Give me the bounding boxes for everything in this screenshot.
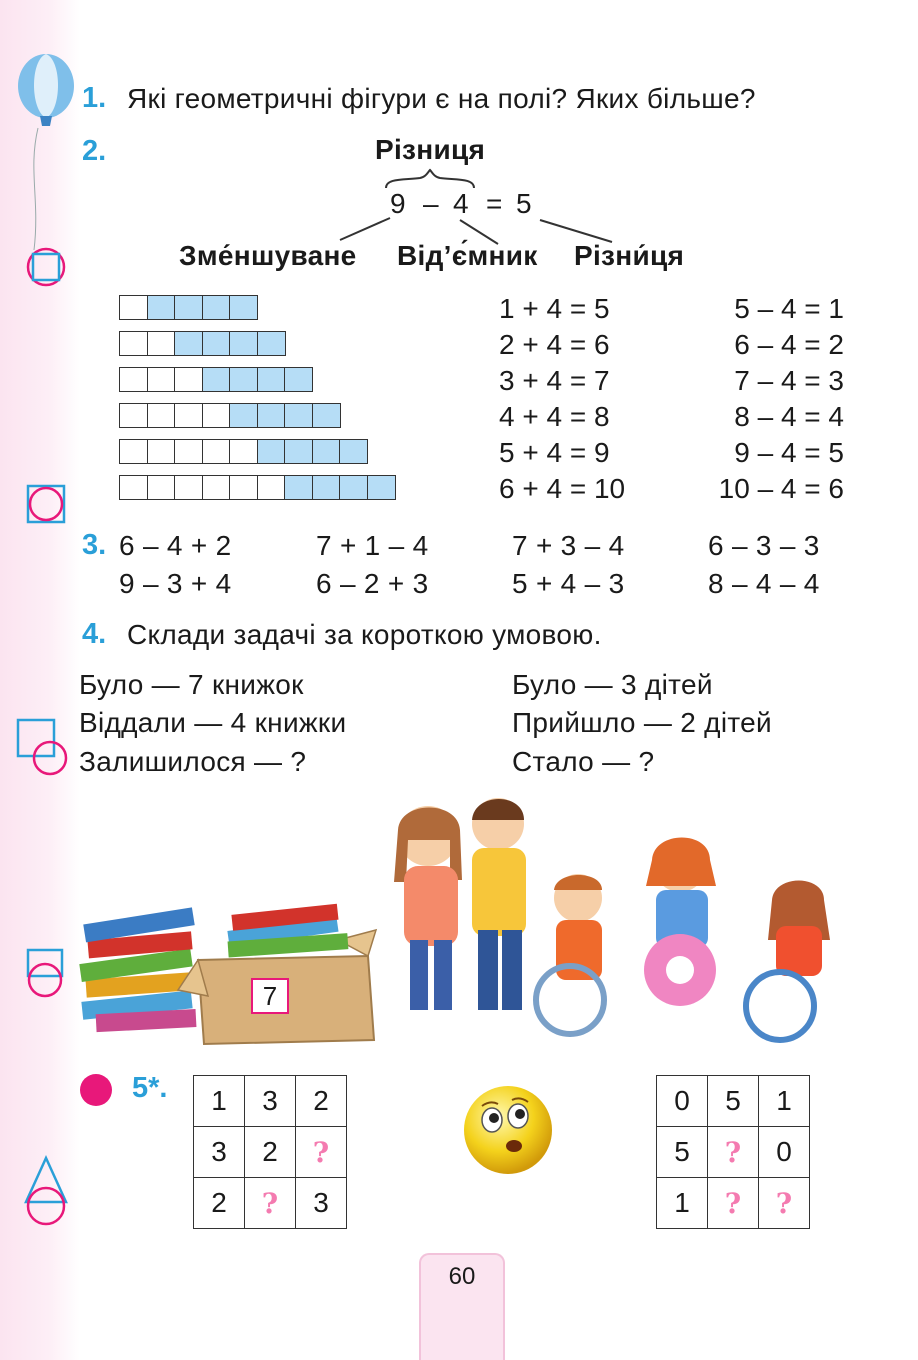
addition-equation: 5 + 4 = 9	[499, 437, 610, 468]
blue-square	[284, 475, 313, 500]
grid-cell: 5	[708, 1076, 759, 1127]
blue-square	[312, 439, 341, 464]
blue-square	[367, 475, 396, 500]
white-square	[147, 403, 176, 428]
difference-title: Різниця	[375, 134, 486, 165]
task-3-expr: 6 – 2 + 3	[316, 568, 429, 599]
white-square	[229, 439, 258, 464]
grid-cell: 1	[657, 1178, 708, 1229]
blue-square	[174, 331, 203, 356]
blue-square	[339, 475, 368, 500]
blue-square	[257, 439, 286, 464]
task-3-number: 3.	[82, 529, 107, 561]
task-3-expr: 7 + 1 – 4	[316, 530, 429, 561]
task-3-expr: 9 – 3 + 4	[119, 568, 232, 599]
condition-line: Стало — ?	[512, 746, 655, 777]
square-in-circle-icon	[22, 246, 72, 290]
grid-cell: 3	[194, 1127, 245, 1178]
addition-equation: 3 + 4 = 7	[499, 365, 610, 396]
magic-square-left	[193, 1075, 347, 1229]
children-illustration	[380, 790, 850, 1050]
grid-cell-question[interactable]: ?	[296, 1127, 347, 1178]
task-2-number: 2.	[82, 135, 107, 167]
magic-square-right	[656, 1075, 810, 1229]
blue-square	[229, 295, 258, 320]
books-box-illustration	[78, 900, 378, 1050]
white-square	[119, 295, 148, 320]
label-subtrahend: Від’є́мник	[397, 240, 538, 271]
white-square	[119, 403, 148, 428]
example-minuend: 9	[390, 188, 406, 219]
example-minus: –	[423, 188, 439, 219]
task-4-text: Склади задачі за короткою умовою.	[127, 619, 602, 650]
grid-cell: 3	[245, 1076, 296, 1127]
task-4-number: 4.	[82, 618, 107, 650]
white-square	[229, 475, 258, 500]
blue-square	[339, 439, 368, 464]
grid-cell: 1	[759, 1076, 810, 1127]
grid-cell: 5	[657, 1127, 708, 1178]
grid-cell: 2	[245, 1127, 296, 1178]
blue-square	[257, 367, 286, 392]
grid-cell-question[interactable]: ?	[245, 1178, 296, 1229]
white-square	[119, 367, 148, 392]
task-3-expr: 5 + 4 – 3	[512, 568, 625, 599]
square-row	[119, 367, 313, 392]
grid-cell: 0	[657, 1076, 708, 1127]
grid-cell: 1	[194, 1076, 245, 1127]
white-square	[202, 475, 231, 500]
blue-square	[312, 475, 341, 500]
white-square	[257, 475, 286, 500]
white-square	[174, 439, 203, 464]
task-3-expr: 7 + 3 – 4	[512, 530, 625, 561]
task-1-number: 1.	[82, 82, 107, 114]
blue-square	[257, 331, 286, 356]
white-square	[202, 439, 231, 464]
grid-cell: 0	[759, 1127, 810, 1178]
condition-line: Віддали — 4 книжки	[79, 707, 347, 738]
circle-in-square-icon	[22, 482, 72, 526]
page-number-text: 60	[448, 1263, 476, 1290]
label-difference: Різни́ця	[574, 240, 685, 271]
task-3-expr: 6 – 3 – 3	[708, 530, 820, 561]
white-square	[119, 439, 148, 464]
blue-square	[284, 403, 313, 428]
example-equals: =	[486, 188, 503, 219]
triangle-and-circle-icon	[20, 1154, 72, 1228]
thinking-emoji-icon	[456, 1084, 560, 1174]
brace-icon	[380, 168, 480, 190]
blue-square	[229, 331, 258, 356]
square-and-circle-icon	[14, 716, 78, 780]
example-subtrahend: 4	[453, 188, 469, 219]
blue-square	[312, 403, 341, 428]
blue-square	[284, 367, 313, 392]
example-difference: 5	[516, 188, 532, 219]
addition-equation: 1 + 4 = 5	[499, 293, 610, 324]
square-row	[119, 403, 341, 428]
subtraction-equation: 7 – 4 = 3	[734, 365, 844, 396]
blue-square	[202, 331, 231, 356]
condition-line: Було — 3 дітей	[512, 669, 713, 700]
square-row	[119, 295, 258, 320]
blue-square	[229, 403, 258, 428]
task-1-text: Які геометричні фігури є на полі? Яких більше?	[127, 83, 756, 114]
task-3-expr: 6 – 4 + 2	[119, 530, 232, 561]
subtraction-equation: 6 – 4 = 2	[734, 329, 844, 360]
square-row	[119, 475, 396, 500]
white-square	[147, 331, 176, 356]
square-row	[119, 439, 368, 464]
blue-square	[229, 367, 258, 392]
white-square	[119, 331, 148, 356]
grid-cell-question[interactable]: ?	[708, 1127, 759, 1178]
grid-cell: 3	[296, 1178, 347, 1229]
white-square	[147, 439, 176, 464]
white-square	[174, 475, 203, 500]
label-minuend: Зме́ншуване	[179, 240, 357, 271]
white-square	[174, 403, 203, 428]
subtraction-equation: 8 – 4 = 4	[734, 401, 844, 432]
addition-equation: 4 + 4 = 8	[499, 401, 610, 432]
addition-equation: 6 + 4 = 10	[499, 473, 626, 504]
white-square	[202, 403, 231, 428]
book-count-box: 7	[251, 978, 289, 1014]
subtraction-equation: 10 – 4 = 6	[718, 473, 844, 504]
white-square	[147, 367, 176, 392]
blue-square	[202, 367, 231, 392]
subtraction-equation: 5 – 4 = 1	[734, 293, 844, 324]
white-square	[174, 367, 203, 392]
blue-square	[174, 295, 203, 320]
blue-square	[257, 403, 286, 428]
condition-line: Було — 7 книжок	[79, 669, 304, 700]
blue-square	[284, 439, 313, 464]
white-square	[119, 475, 148, 500]
blue-square	[147, 295, 176, 320]
square-row	[119, 331, 286, 356]
grid-cell: 2	[194, 1178, 245, 1229]
task-3-expr: 8 – 4 – 4	[708, 568, 820, 599]
blue-square	[202, 295, 231, 320]
condition-line: Залишилося — ?	[79, 746, 307, 777]
square-over-circle-icon	[22, 946, 72, 1004]
grid-cell-question[interactable]: ?	[759, 1178, 810, 1229]
condition-line: Прийшло — 2 дітей	[512, 707, 772, 738]
bullet-dot-icon	[80, 1074, 112, 1106]
page-number	[419, 1253, 505, 1360]
task-5-number: 5*.	[132, 1072, 168, 1104]
addition-equation: 2 + 4 = 6	[499, 329, 610, 360]
grid-cell-question[interactable]: ?	[708, 1178, 759, 1229]
grid-cell: 2	[296, 1076, 347, 1127]
subtraction-equation: 9 – 4 = 5	[734, 437, 844, 468]
white-square	[147, 475, 176, 500]
